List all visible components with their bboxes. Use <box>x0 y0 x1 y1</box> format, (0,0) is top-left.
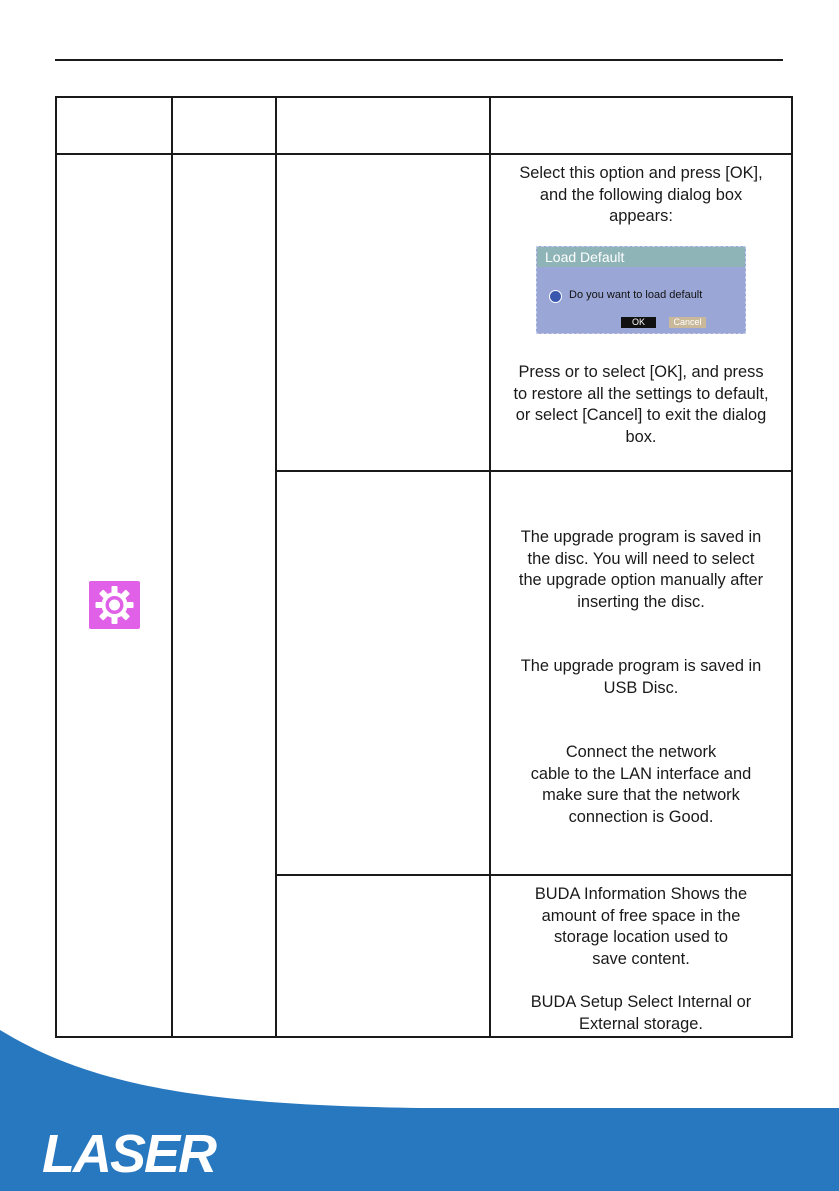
gear-icon <box>89 581 140 629</box>
row-divider-1 <box>275 470 793 472</box>
column-divider-2 <box>275 96 277 1038</box>
buda-setup-text: BUDA Setup Select Internal or External storage. <box>530 993 752 1033</box>
table-border-top <box>55 96 793 98</box>
laser-logo: LASER <box>42 1124 216 1184</box>
footer-band <box>0 1030 839 1191</box>
upgrade-usb-text: The upgrade program is saved in USB Disc. <box>520 657 762 697</box>
dialog-ok-button: OK <box>621 317 656 328</box>
table-border-right <box>791 96 793 1038</box>
column-divider-1 <box>171 96 173 1038</box>
header-rule <box>55 59 783 61</box>
upgrade-network-text: Connect the network cable to the LAN interface and make sure that the network connection is Good. <box>530 743 752 826</box>
dialog-message: Do you want to load default <box>569 289 703 301</box>
dialog-title: Load Default <box>537 247 745 267</box>
load-default-instructions: Press or to select [OK], and press to restore all the settings to default, or select [Cancel] to exit the dialog box. <box>513 363 769 446</box>
dialog-cancel-button: Cancel <box>669 317 706 328</box>
buda-information-text: BUDA Information Shows the amount of free space in the storage location used to save content. <box>534 885 748 968</box>
settings-gear-icon <box>89 581 140 629</box>
row-divider-2 <box>275 874 793 876</box>
table-header-divider <box>55 153 793 155</box>
question-icon <box>549 290 562 303</box>
upgrade-disc-text: The upgrade program is saved in the disc. You will need to select the upgrade option manually after inserting the disc. <box>518 528 764 611</box>
load-default-intro: Select this option and press [OK], and the following dialog box appears: <box>519 164 763 226</box>
load-default-dialog <box>536 246 746 334</box>
table-border-left <box>55 96 57 1038</box>
